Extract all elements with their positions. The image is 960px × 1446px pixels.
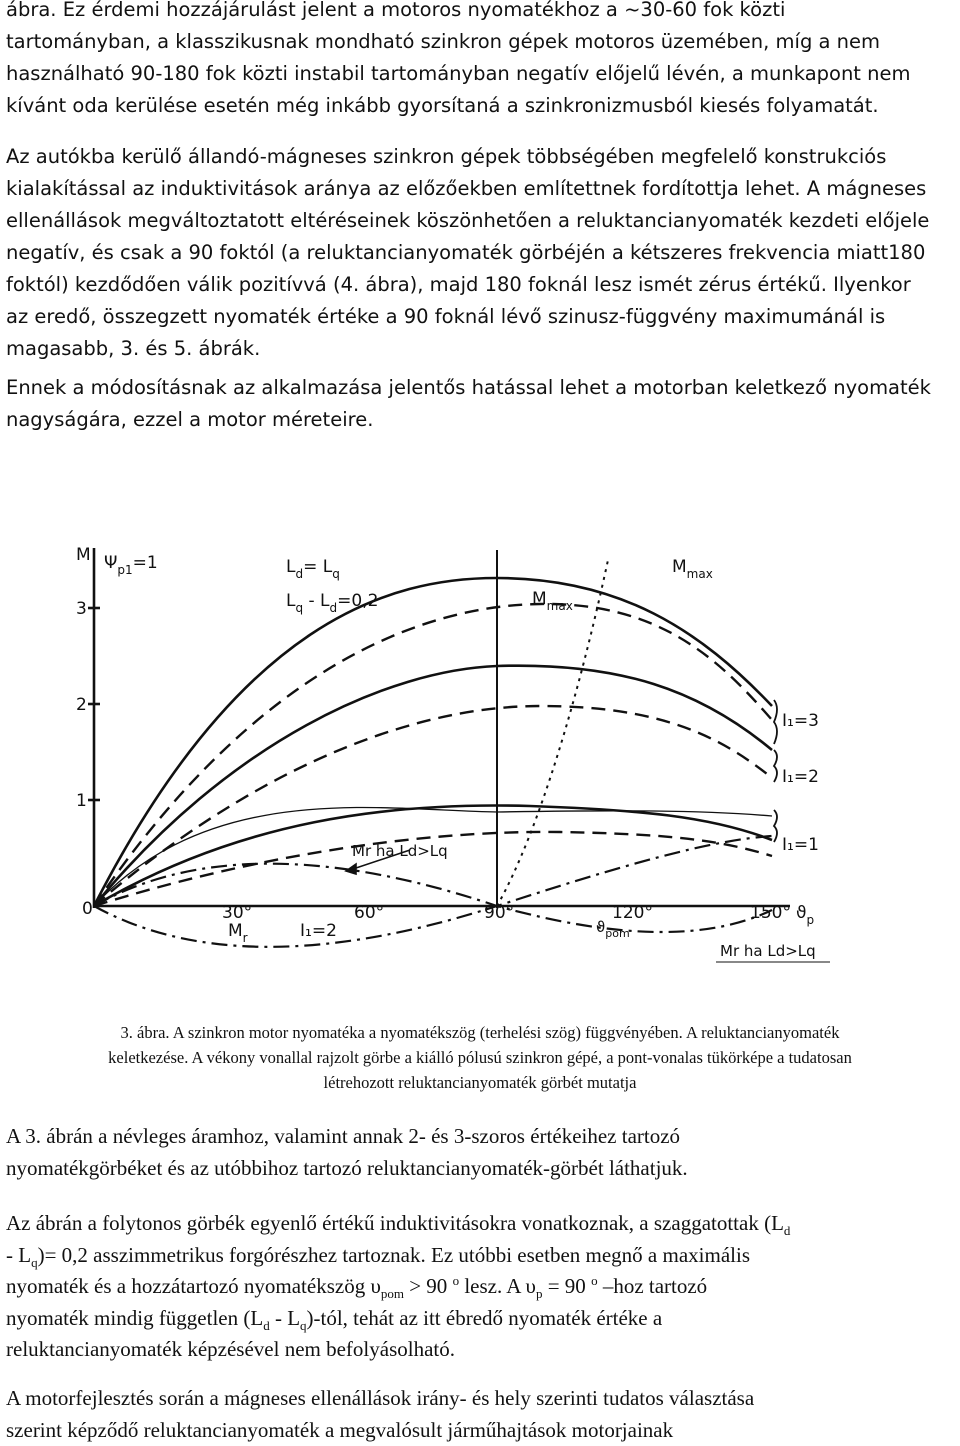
paragraph-modification xyxy=(6,372,954,436)
i1-2-label: I₁=2 xyxy=(300,921,337,941)
paragraph-motor-development xyxy=(6,1383,954,1446)
current-label: I₁=1 xyxy=(782,835,819,855)
paragraph-figure-ref xyxy=(6,1121,954,1184)
text-line: kialakítással az induktivitások aránya az előzőekben említettnek fordítottja lehet. A mágneses xyxy=(6,173,954,205)
mr-note-top: Mr ha Ld>Lq xyxy=(352,842,448,860)
caption-line: keletkezése. A vékony vonallal rajzolt görbe a kiálló pólusú szinkron gépé, a pont-vonalas tükörképe a tudatosan xyxy=(0,1045,960,1070)
text-line: nyomaték mindig független ($L_d$ - $L_q$)-tól, tehát az itt ébredő nyomaték értéke a xyxy=(6,1303,954,1335)
x-tick-label: 90° xyxy=(484,903,514,923)
text-line: foktól) kezdődően válik pozitívvá (4. ábra), majd 180 foknál lesz ismét zérus értékű. Ilyenkor xyxy=(6,269,954,301)
y-tick-label: 2 xyxy=(76,695,87,715)
text-line: reluktancianyomaték képzésével nem befolyásolható. xyxy=(6,1334,954,1366)
text-line: negatív, és csak a 90 foktól (a reluktancianyomaték görbéjén a kétszeres frekvencia miatt180 xyxy=(6,237,954,269)
theta-pom-label: $ϑ_{pom}$ xyxy=(596,918,630,940)
text-line: - $L_q)= 0,2$ asszimmetrikus forgórészhez tartoznak. Ez utóbbi esetben megnő a maximális xyxy=(6,1240,954,1272)
x-axis-label: $ϑ_p$ xyxy=(796,903,814,927)
mr-note-bottom: Mr ha Ld>Lq xyxy=(720,942,816,960)
current-label: I₁=2 xyxy=(782,767,819,787)
psi-label: $\Psi_{p1}=1$ xyxy=(104,553,158,577)
text-line: használható 90-180 fok közti instabil tartományban negatív előjelű lévén, a munkapont nem xyxy=(6,58,954,90)
text-line: A 3. ábrán a névleges áramhoz, valamint annak 2- és 3-szoros értékeihez tartozó xyxy=(6,1121,954,1153)
x-tick-label: 30° xyxy=(222,903,252,923)
legend-solid: $L_d= L_q$ xyxy=(286,557,340,581)
y-tick-label: 3 xyxy=(76,599,87,619)
text-line: ábra. Ez érdemi hozzájárulást jelent a motoros nyomatékhoz a ~30-60 fok közti xyxy=(6,0,954,26)
text-line: Az autókba kerülő állandó-mágneses szinkron gépek többségében megfelelő konstrukciós xyxy=(6,141,954,173)
text-line: Az ábrán a folytonos görbék egyenlő értékű induktivitásokra vonatkoznak, a szaggatottak ($L_d$ xyxy=(6,1208,954,1240)
x-tick-label: 150° xyxy=(750,903,791,923)
intro-paragraph xyxy=(6,0,954,122)
legend-dashed: $L_q - L_d=0,2$ xyxy=(286,591,378,615)
y-tick-label: 0 xyxy=(82,899,93,919)
x-tick-label: 120° xyxy=(612,903,653,923)
mmax-label-dashed: $M_{max}$ xyxy=(672,557,713,581)
text-line: nyomatékgörbéket és az utóbbihoz tartozó reluktancianyomaték-görbét láthatjuk. xyxy=(6,1153,954,1185)
text-line: ellenállások megváltoztatott eltéréseinek köszönhetően a reluktancianyomaték kezdeti előjele xyxy=(6,205,954,237)
text-line: nyomaték és a hozzátartozó nyomatékszög $\upsilon_{pom} > 90$ $^o$ lesz. A $\upsilon_p = 90$ $^o$ –hoz tartozó xyxy=(6,1271,954,1303)
x-tick-label: 60° xyxy=(354,903,384,923)
current-label: I₁=3 xyxy=(782,711,819,731)
text-line: nagyságára, ezzel a motor méreteire. xyxy=(6,404,954,436)
text-line: tartományban, a klasszikusnak mondható szinkron gépek motoros üzemében, míg a nem xyxy=(6,26,954,58)
text-line: az eredő, összegzett nyomaték értéke a 90 foknál lévő szinusz-függvény maximumánál is xyxy=(6,301,954,333)
text-line: A motorfejlesztés során a mágneses ellenállások irány- és hely szerinti tudatos választása xyxy=(6,1383,954,1415)
mr-label: $M_r$ xyxy=(228,921,248,945)
y-tick-label: 1 xyxy=(76,791,87,811)
caption-line: létrehozott reluktancianyomaték görbét mutatja xyxy=(0,1070,960,1095)
mmax-label-solid: $M_{max}$ xyxy=(532,589,573,613)
paragraph-inductance xyxy=(6,141,954,365)
caption-line: 3. ábra. A szinkron motor nyomatéka a nyomatékszög (terhelési szög) függvényében. A reluktancianyomaték xyxy=(0,1020,960,1045)
curve-dashed-i3 xyxy=(94,604,772,906)
torque-angle-figure xyxy=(60,540,860,975)
paragraph-curves-explained xyxy=(6,1208,954,1366)
text-line: magasabb, 3. és 5. ábrák. xyxy=(6,333,954,365)
text-line: kívánt oda kerülése esetén még inkább gyorsítaná a szinkronizmusból kiesés folyamatát. xyxy=(6,90,954,122)
figure-caption xyxy=(0,1020,960,1095)
y-axis-label: M xyxy=(76,545,91,565)
text-line: Ennek a módosításnak az alkalmazása jelentős hatással lehet a motorban keletkező nyomaték xyxy=(6,372,954,404)
curve-reluctance-mirror xyxy=(94,864,772,932)
text-line: szerint képződő reluktancianyomaték a megvalósult járműhajtások motorjainak xyxy=(6,1415,954,1446)
